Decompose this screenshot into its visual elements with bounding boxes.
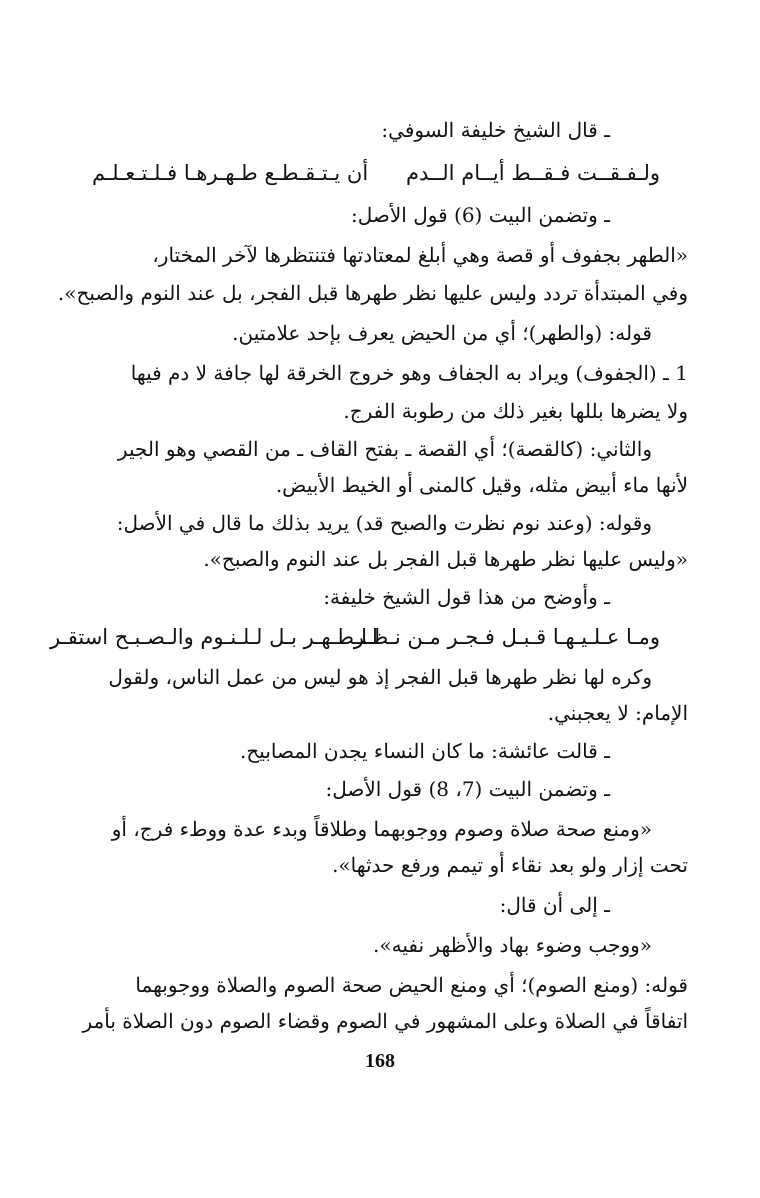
text-line: تحت إزار ولو بعد نقاء أو تيمم ورفع حدثها». [332,853,688,877]
text-line: لأنها ماء أبيض مثله، وقيل كالمنى أو الخيط الأبيض. [275,473,688,497]
text-line: 1 ـ (الجفوف) ويراد به الجفاف وهو خروج الخرقة لها جافة لا دم فيها [130,361,688,385]
text-line: قوله: (والطهر)؛ أي من الحيض يعرف بإحد علامتين. [232,321,652,345]
verse-hemistich-first: ومـا عـلـيـهـا قـبـل فـجـر مـن نـظـر [353,625,660,649]
page-number: 168 [365,1050,395,1072]
text-line: ولا يضرها بللها بغير ذلك من رطوبة الفرج. [343,399,688,423]
verse-hemistich-second: أن يـتـقـطـع طـهـرهـا فـلـتـعـلـم [92,161,369,185]
verse-hemistich-second: لـلـطـهـر بـل لـلـنـوم والـصـبـح استقـر [50,625,381,649]
text-line: اتفاقاً في الصلاة وعلى المشهور في الصوم وقضاء الصوم دون الصلاة بأمر [82,1009,688,1033]
text-line: «ووجب وضوء بهاد والأظهر نفيه». [373,933,652,957]
text-line: ـ قالت عائشة: ما كان النساء يجدن المصابيح. [240,739,610,763]
text-line: ـ وتضمن البيت (7، 8) قول الأصل: [325,777,610,801]
text-line: وقوله: (وعند نوم نظرت والصبح قد) يريد بذلك ما قال في الأصل: [116,511,652,535]
text-line: «الطهر بجفوف أو قصة وهي أبلغ لمعتادتها فتنتظرها لآخر المختار، [152,243,688,267]
text-line: «وليس عليها نظر طهرها قبل الفجر بل عند النوم والصبح». [203,547,688,571]
text-line: «ومنع صحة صلاة وصوم ووجوبهما وطلاقاً وبدء عدة ووطء فرج، أو [111,817,652,841]
text-line: ـ وأوضح من هذا قول الشيخ خليفة: [323,585,610,609]
text-line: الإمام: لا يعجبني. [547,701,688,725]
text-line: وفي المبتدأة تردد وليس عليها نظر طهرها قبل الفجر، بل عند النوم والصبح». [57,281,688,305]
text-line: وكره لها نظر طهرها قبل الفجر إذ هو ليس من عمل الناس، ولقول [108,665,652,689]
text-line: والثاني: (كالقصة)؛ أي القصة ـ بفتح القاف ـ من القصي وهو الجير [117,437,652,461]
text-line: قوله: (ومنع الصوم)؛ أي ومنع الحيض صحة الصوم والصلاة ووجوبهما [135,973,688,997]
text-line: ـ قال الشيخ خليفة السوفي: [381,118,610,142]
text-line: ـ وتضمن البيت (6) قول الأصل: [351,203,610,227]
text-line: ـ إلى أن قال: [499,893,610,917]
verse-hemistich-first: ولـفـقــت فـقــط أيــام الــدم [405,161,660,185]
